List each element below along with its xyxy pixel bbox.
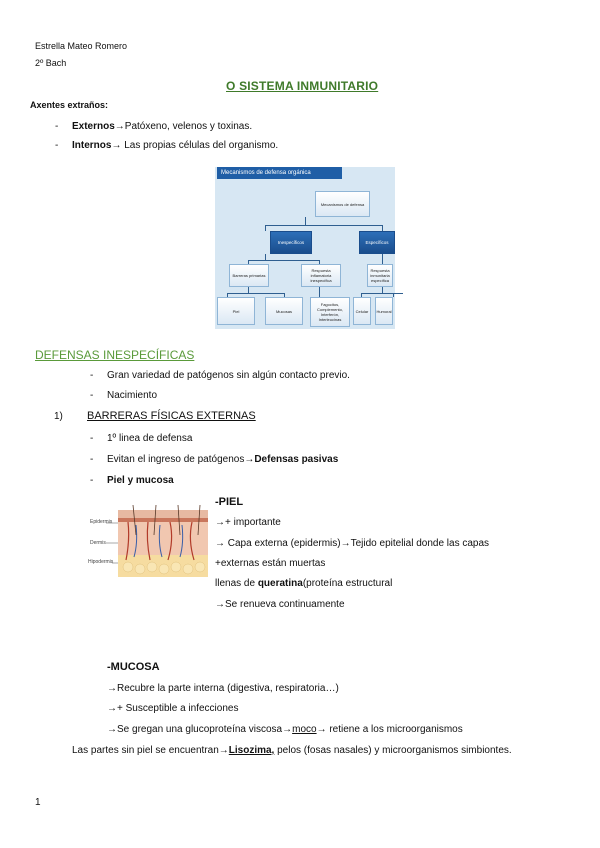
page-title: O SISTEMA INMUNITARIO xyxy=(226,79,379,93)
mucosa-line: →+ Susceptible a infecciones xyxy=(107,703,239,714)
piel-line: →+ importante xyxy=(215,517,281,528)
piel-line: +externas están muertas xyxy=(215,558,326,569)
piel-keratin-suffix: (proteína estructural xyxy=(302,578,393,589)
barreras-heading: BARRERAS FÍSICAS EXTERNAS xyxy=(87,410,256,422)
diagram-connector xyxy=(319,287,320,297)
mucosa-moco-term: moco xyxy=(292,724,317,735)
barreras-item-text: Evitan el ingreso de patógenos→ xyxy=(107,454,255,465)
diagram-node-mucosas: Mucosas xyxy=(265,297,303,325)
piel-keratin-prefix: llenas de xyxy=(215,578,258,589)
diagram-connector xyxy=(361,293,403,294)
skin-cross-section-image xyxy=(88,505,216,580)
piel-line: →Se renueva continuamente xyxy=(215,599,345,610)
diagram-root-node: Mecanismos de defensa xyxy=(315,191,370,217)
bullet-dash: - xyxy=(90,433,94,444)
barreras-item xyxy=(107,433,192,444)
mucosa-heading: -MUCOSA xyxy=(107,661,160,673)
agents-item-internos xyxy=(72,140,278,151)
agents-term: Externos xyxy=(72,121,115,132)
barreras-number: 1) xyxy=(54,411,63,422)
diagram-node-celular: Celular xyxy=(353,297,371,325)
mucosa-line-moco xyxy=(107,724,463,735)
final-line xyxy=(72,745,512,756)
skin-label-hipodermis: Hipodermis xyxy=(88,559,114,565)
barreras-item-bold: Defensas pasivas xyxy=(254,454,339,465)
mucosa-line-prefix: →Se gregan una glucoproteína viscosa→ xyxy=(107,724,293,735)
diagram-connector xyxy=(265,225,266,231)
course-label: 2º Bach xyxy=(35,58,67,68)
diagram-connector xyxy=(393,293,394,297)
diagram-connector xyxy=(382,254,383,264)
bullet-dash: - xyxy=(55,140,59,151)
diagram-connector xyxy=(248,260,320,261)
bullet-dash: - xyxy=(55,121,59,132)
barreras-item-text: 1º linea de defensa xyxy=(107,433,193,444)
page-number: 1 xyxy=(35,797,41,808)
diagram-connector xyxy=(227,293,285,294)
diagram-header: Mecanismos de defensa orgánica xyxy=(217,167,342,179)
piel-keratin-term: queratina xyxy=(257,578,303,589)
bullet-dash: - xyxy=(90,390,94,401)
diagram-node-fagocitos: Fagocitos, Complemento, Interferón, Interleucinas xyxy=(310,297,350,327)
final-prefix: Las partes sin piel se encuentran→ xyxy=(72,745,229,756)
diagram-node-inespecificos: Inespecíficos xyxy=(270,231,312,254)
diagram-node-humoral: Humoral xyxy=(375,297,393,325)
skin-label-epidermis: Epidermis xyxy=(90,519,113,525)
mucosa-line: →Recubre la parte interna (digestiva, respiratoria…) xyxy=(107,683,339,694)
diagram-node-inmunitaria: Respuesta inmunitaria específica xyxy=(367,264,393,287)
diagram-connector xyxy=(265,225,383,226)
mucosa-line-suffix: → retiene a los microorganismos xyxy=(316,724,463,735)
diagram-node-especificos: Específicos xyxy=(359,231,395,254)
agents-heading: Axentes extraños: xyxy=(30,100,109,110)
bullet-dash: - xyxy=(90,454,94,465)
piel-line: → Capa externa (epidermis)→Tejido epitelial donde las capas xyxy=(215,538,490,549)
bullet-dash: - xyxy=(90,475,94,486)
agents-term: Internos xyxy=(72,140,112,151)
defensas-item: Gran variedad de patógenos sin algún contacto previo. xyxy=(107,370,350,381)
bullet-dash: - xyxy=(90,370,94,381)
author-name: Estrella Mateo Romero xyxy=(35,41,128,51)
barreras-item-bold: Piel y mucosa xyxy=(107,475,174,486)
skin-label-dermis: Dermis xyxy=(90,540,106,546)
defense-mechanisms-diagram xyxy=(215,167,395,329)
defensas-heading: DEFENSAS INESPECÍFICAS xyxy=(35,348,195,362)
diagram-connector xyxy=(305,217,306,225)
final-suffix: pelos (fosas nasales) y microorganismos simbiontes. xyxy=(274,745,512,756)
piel-keratin-line xyxy=(215,578,392,589)
agents-item-externos xyxy=(72,121,252,132)
final-lisozima: Lisozima, xyxy=(228,745,275,756)
agents-text: →Patóxeno, velenos y toxinas. xyxy=(114,121,253,132)
diagram-node-inflamatoria: Respuesta inflamatoria inespecífica xyxy=(301,264,341,287)
diagram-node-barreras: Barreras primarias xyxy=(229,264,269,287)
piel-heading: -PIEL xyxy=(215,496,244,508)
diagram-node-piel: Piel xyxy=(217,297,255,325)
defensas-item: Nacimiento xyxy=(107,390,158,401)
barreras-item xyxy=(107,454,338,465)
agents-text: → Las propias células del organismo. xyxy=(111,140,279,151)
